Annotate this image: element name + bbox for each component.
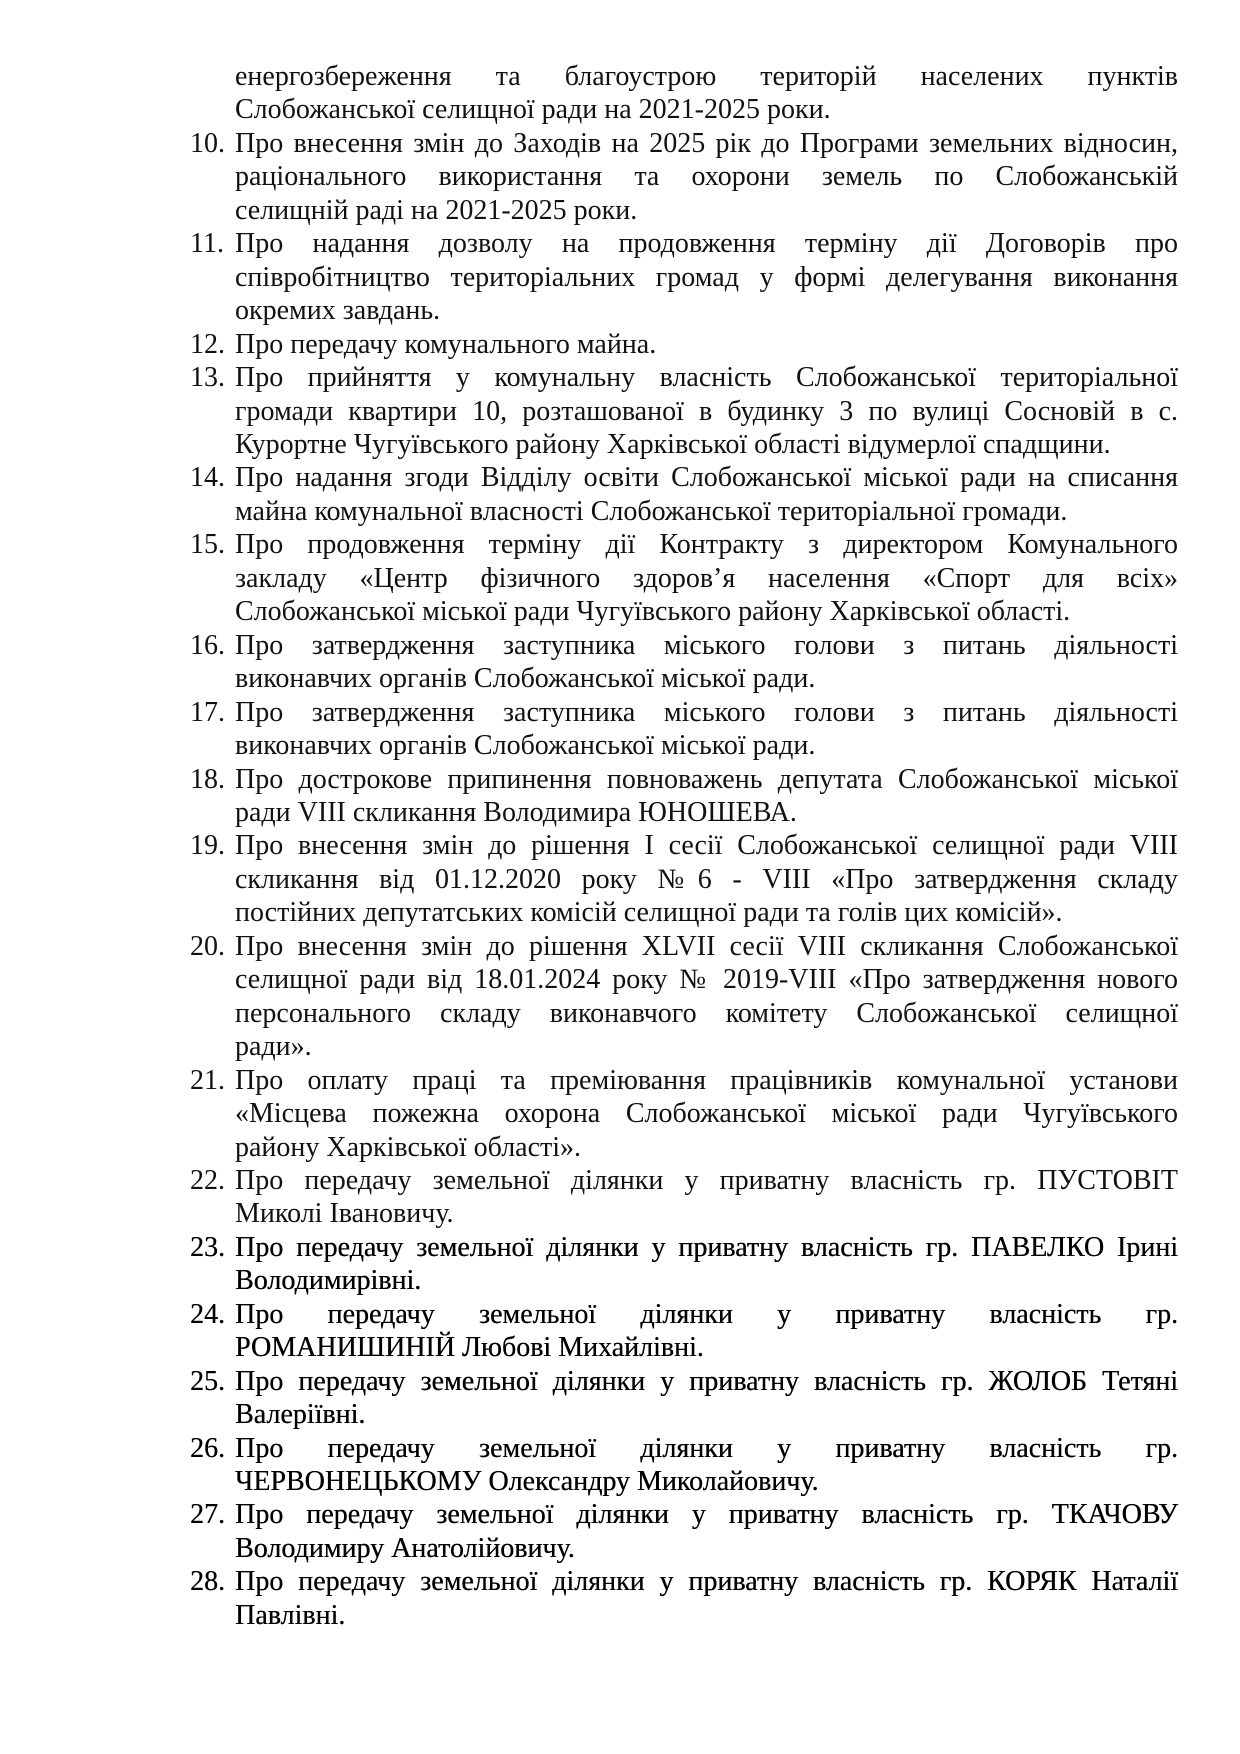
text-line: Павлівні. — [235, 1599, 346, 1631]
text-line: виконавчих органів Слобожанської міської ради. — [235, 663, 816, 695]
text-line: Курортне Чугуївського району Харківської області відумерлої спадщини. — [235, 428, 1111, 460]
text-line: громади квартири 10, розташованої в будинку 3 по вулиці Сосновій в с. — [235, 395, 1178, 427]
agenda-item — [190, 1164, 1180, 1231]
agenda-item-number: 13. — [190, 362, 225, 394]
agenda-item-text — [235, 1432, 1178, 1499]
agenda-item — [190, 1565, 1180, 1632]
text-line: РОМАНИШИНІЙ Любові Михайлівні. — [235, 1332, 704, 1364]
agenda-item-number: 14. — [190, 462, 225, 494]
agenda-item-number: 23. — [190, 1231, 225, 1263]
text-line: Валеріївні. — [235, 1399, 366, 1431]
agenda-item-number: 26. — [190, 1432, 225, 1464]
agenda-item-text — [235, 1164, 1178, 1231]
text-line: Миколі Івановичу. — [235, 1198, 454, 1230]
text-line: Про внесення змін до Заходів на 2025 рік до Програми земельних відносин, — [235, 127, 1178, 159]
agenda-item-text — [235, 930, 1178, 1064]
text-line: ради». — [235, 1031, 312, 1063]
agenda-item-number: 17. — [190, 696, 225, 728]
text-line: закладу «Центр фізичного здоров’я населення «Спорт для всіх» — [235, 562, 1178, 594]
text-line: Слобожанської міської ради Чугуївського району Харківської області. — [235, 596, 1071, 628]
agenda-item-number: 18. — [190, 763, 225, 795]
agenda-item — [190, 1298, 1180, 1365]
agenda-item-text — [235, 528, 1178, 628]
text-line: Про внесення змін до рішення XLVII сесії VIII скликання Слобожанської — [235, 930, 1178, 962]
agenda-item-number: 12. — [190, 328, 225, 360]
text-line: Про передачу земельної ділянки у приватну власність гр. ЖОЛОБ Тетяні — [235, 1365, 1178, 1397]
text-line: Про оплату праці та преміювання працівників комунальної установи — [235, 1064, 1178, 1096]
agenda-item-text — [235, 1064, 1178, 1164]
text-line: ради VIII скликання Володимира ЮНОШЕВА. — [235, 796, 797, 828]
text-line: Про передачу земельної ділянки у приватну власність гр. ПУСТОВІТ — [235, 1164, 1178, 1196]
text-line: енергозбереження та благоустрою територій населених пунктів — [235, 61, 1178, 92]
text-line: Про затвердження заступника міського голови з питань діяльності — [235, 629, 1178, 661]
agenda-item-text — [235, 127, 1178, 227]
agenda-item — [190, 1432, 1180, 1499]
text-line: персонального складу виконавчого комітету Слобожанської селищної — [235, 997, 1178, 1029]
text-line: району Харківської області». — [235, 1131, 582, 1163]
text-line: селищній раді на 2021-2025 роки. — [235, 194, 638, 226]
agenda-item — [190, 763, 1180, 830]
text-line: Про затвердження заступника міського голови з питань діяльності — [235, 696, 1178, 728]
text-line: селищної ради від 18.01.2024 року № 2019-VIII «Про затвердження нового — [235, 964, 1178, 996]
agenda-item-number: 22. — [190, 1164, 225, 1196]
agenda-item-number: 20. — [190, 930, 225, 962]
text-line: Про передачу земельної ділянки у приватну власність гр. ТКАЧОВУ — [235, 1499, 1178, 1531]
agenda-item — [190, 1231, 1180, 1298]
agenda-item-number: 25. — [190, 1365, 225, 1397]
agenda-item-number: 28. — [190, 1566, 225, 1598]
agenda-item-number: 24. — [190, 1298, 225, 1330]
agenda-item — [190, 930, 1180, 1064]
text-line: Про внесення змін до рішення І сесії Слобожанської селищної ради VIII — [235, 830, 1178, 862]
text-line: співробітництво територіальних громад у формі делегування виконання — [235, 261, 1178, 293]
text-line: виконавчих органів Слобожанської міської ради. — [235, 730, 816, 762]
agenda-item-number: 21. — [190, 1064, 225, 1096]
agenda-item — [190, 528, 1180, 628]
text-line: майна комунальної власності Слобожанської територіальної громади. — [235, 495, 1068, 527]
agenda-item — [190, 127, 1180, 227]
agenda-item-text — [235, 227, 1178, 327]
text-line: окремих завдань. — [235, 295, 441, 327]
agenda-item-text — [235, 829, 1178, 929]
agenda-item-number: 16. — [190, 629, 225, 661]
agenda-item — [190, 328, 1180, 361]
agenda-item-number: 10. — [190, 127, 225, 159]
text-line: Про передачу земельної ділянки у приватну власність гр. КОРЯК Наталії — [235, 1566, 1178, 1598]
agenda-item — [190, 361, 1180, 461]
text-line: Володимиру Анатолійовичу. — [235, 1532, 575, 1564]
text-line: Про прийняття у комунальну власність Слобожанської територіальної — [235, 362, 1178, 394]
text-line: Володимирівні. — [235, 1265, 422, 1297]
agenda-item-text — [235, 60, 1178, 127]
agenda-item-text — [235, 1231, 1178, 1298]
agenda-list — [190, 60, 1180, 1632]
agenda-item — [190, 227, 1180, 327]
agenda-item — [190, 829, 1180, 929]
text-line: Про надання дозволу на продовження терміну дії Договорів про — [235, 228, 1178, 260]
text-line: Про продовження терміну дії Контракту з директором Комунального — [235, 529, 1178, 561]
agenda-item — [190, 1064, 1180, 1164]
text-line: Про передачу земельної ділянки у приватну власність гр. ПАВЕЛКО Ірині — [235, 1231, 1178, 1263]
text-line: Про надання згоди Відділу освіти Слобожанської міської ради на списання — [235, 462, 1178, 494]
agenda-item-number: 11. — [190, 228, 224, 260]
agenda-item-text — [235, 763, 1178, 830]
agenda-item-text — [235, 361, 1178, 461]
agenda-item-number: 15. — [190, 529, 225, 561]
agenda-item — [235, 60, 1180, 127]
agenda-item-number: 19. — [190, 830, 225, 862]
agenda-item — [190, 629, 1180, 696]
agenda-item-text — [235, 1498, 1178, 1565]
text-line: постійних депутатських комісій селищної ради та голів цих комісій». — [235, 897, 1063, 929]
agenda-item-text — [235, 328, 1178, 361]
agenda-item — [190, 461, 1180, 528]
text-line: «Місцева пожежна охорона Слобожанської міської ради Чугуївського — [235, 1098, 1178, 1130]
text-line: Про передачу земельної ділянки у приватну власність гр. — [235, 1298, 1178, 1330]
agenda-item — [190, 1365, 1180, 1432]
text-line: скликання від 01.12.2020 року №6 - VIII «Про затвердження складу — [235, 863, 1178, 895]
agenda-item-text — [235, 1298, 1178, 1365]
text-line: Про дострокове припинення повноважень депутата Слобожанської міської — [235, 763, 1178, 795]
agenda-item — [190, 1498, 1180, 1565]
agenda-item — [190, 696, 1180, 763]
text-line: Про передачу комунального майна. — [235, 328, 657, 360]
agenda-item-text — [235, 696, 1178, 763]
text-line: ЧЕРВОНЕЦЬКОМУ Олександру Миколайовичу. — [235, 1466, 819, 1498]
agenda-item-text — [235, 1365, 1178, 1432]
text-line: раціонального використання та охорони земель по Слобожанській — [235, 161, 1178, 193]
agenda-item-text — [235, 1565, 1178, 1632]
text-line: Про передачу земельної ділянки у приватну власність гр. — [235, 1432, 1178, 1464]
agenda-item-number: 27. — [190, 1499, 225, 1531]
agenda-item-text — [235, 461, 1178, 528]
text-line: Слобожанської селищної ради на 2021-2025 роки. — [235, 94, 831, 126]
agenda-item-text — [235, 629, 1178, 696]
